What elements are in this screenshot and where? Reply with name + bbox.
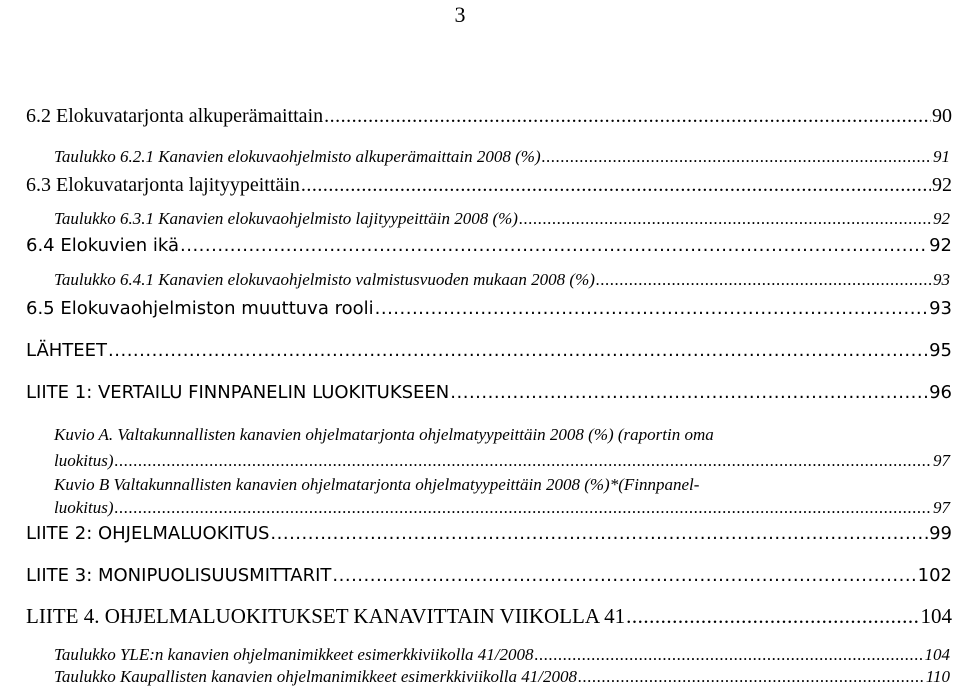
toc-entry-table-6-2-1[interactable] bbox=[54, 148, 950, 165]
toc-entry-kuvio-b-line1[interactable]: Kuvio B Valtakunnallisten kanavien ohjelmatarjonta ohjelmatyypeittäin 2008 (%)*(Finnpanel- bbox=[54, 475, 700, 494]
leader-dots bbox=[115, 499, 933, 516]
toc-entry-title: luokitus) bbox=[54, 451, 114, 470]
toc-entry-liite-4[interactable] bbox=[26, 606, 952, 627]
toc-entry-page: 97 bbox=[933, 498, 950, 517]
toc-entry-page: 96 bbox=[929, 382, 952, 403]
toc-entry-page: 93 bbox=[929, 298, 952, 319]
toc-entry-taulukko-yle[interactable] bbox=[54, 646, 950, 663]
toc-entry-6-4[interactable] bbox=[26, 237, 952, 255]
toc-entry-page: 90 bbox=[932, 105, 952, 127]
toc-entry-6-3[interactable] bbox=[26, 175, 952, 195]
toc-entry-page: 92 bbox=[933, 209, 950, 228]
leader-dots bbox=[450, 384, 928, 402]
toc-entry-page: 92 bbox=[929, 235, 952, 256]
leader-dots bbox=[535, 646, 924, 663]
toc-entry-title: Taulukko 6.3.1 Kanavien elokuvaohjelmisto lajityypeittäin 2008 (%) bbox=[54, 209, 518, 228]
toc-entry-6-5[interactable] bbox=[26, 300, 952, 318]
leader-dots bbox=[115, 452, 933, 469]
leader-dots bbox=[108, 342, 928, 360]
leader-dots bbox=[270, 525, 928, 543]
toc-entry-page: 92 bbox=[932, 174, 952, 196]
leader-dots bbox=[332, 567, 916, 585]
toc-entry-page: 95 bbox=[929, 340, 952, 361]
toc-entry-page: 104 bbox=[924, 645, 950, 664]
toc-entry-title: 6.5 Elokuvaohjelmiston muuttuva rooli bbox=[26, 298, 374, 319]
toc-entry-title: 6.3 Elokuvatarjonta lajityypeittäin bbox=[26, 174, 300, 196]
page-number: 3 bbox=[454, 2, 466, 27]
toc-entry-title: Taulukko 6.4.1 Kanavien elokuvaohjelmisto valmistusvuoden mukaan 2008 (%) bbox=[54, 270, 595, 289]
toc-entry-kuvio-b[interactable] bbox=[54, 499, 950, 516]
leader-dots bbox=[542, 148, 932, 165]
toc-entry-kuvio-a-line1[interactable]: Kuvio A. Valtakunnallisten kanavien ohjelmatarjonta ohjelmatyypeittäin 2008 (%) (raportin oma bbox=[54, 425, 714, 444]
toc-entry-liite-2[interactable] bbox=[26, 525, 952, 543]
leader-dots bbox=[626, 606, 919, 627]
toc-entry-table-6-4-1[interactable] bbox=[54, 271, 950, 288]
toc-entry-page: 97 bbox=[933, 451, 950, 470]
leader-dots bbox=[180, 237, 928, 255]
leader-dots bbox=[519, 210, 932, 227]
toc-entry-6-2[interactable] bbox=[26, 106, 952, 126]
leader-dots bbox=[324, 106, 931, 126]
toc-entry-title: LIITE 1: VERTAILU FINNPANELIN LUOKITUKSEEN bbox=[26, 382, 450, 403]
toc-entry-title: luokitus) bbox=[54, 498, 114, 517]
toc-entry-lahteet[interactable] bbox=[26, 342, 952, 360]
toc-entry-title: Taulukko Kaupallisten kanavien ohjelmanimikkeet esimerkkiviikolla 41/2008 bbox=[54, 667, 577, 686]
toc-entry-page: 99 bbox=[929, 523, 952, 544]
toc-entry-title: LIITE 2: OHJELMALUOKITUS bbox=[26, 523, 270, 544]
toc-entry-page: 110 bbox=[925, 667, 950, 686]
toc-entry-page: 91 bbox=[933, 147, 950, 166]
toc-entry-title: LÄHTEET bbox=[26, 340, 108, 361]
leader-dots bbox=[375, 300, 928, 318]
toc-entry-liite-1[interactable] bbox=[26, 384, 952, 402]
toc-entry-title: Taulukko 6.2.1 Kanavien elokuvaohjelmisto alkuperämaittain 2008 (%) bbox=[54, 147, 541, 166]
toc-entry-table-6-3-1[interactable] bbox=[54, 210, 950, 227]
toc-entry-page: 104 bbox=[920, 604, 952, 628]
toc-entry-taulukko-kaupalliset[interactable] bbox=[54, 668, 950, 685]
leader-dots bbox=[301, 175, 931, 195]
leader-dots bbox=[596, 271, 932, 288]
toc-entry-title: LIITE 4. OHJELMALUOKITUKSET KANAVITTAIN VIIKOLLA 41 bbox=[26, 604, 626, 628]
toc-entry-page: 102 bbox=[917, 565, 952, 586]
toc-entry-title: 6.4 Elokuvien ikä bbox=[26, 235, 180, 256]
toc-entry-title: LIITE 3: MONIPUOLISUUSMITTARIT bbox=[26, 565, 332, 586]
toc-entry-liite-3[interactable] bbox=[26, 567, 952, 585]
toc-entry-page: 93 bbox=[933, 270, 950, 289]
toc-entry-kuvio-a[interactable] bbox=[54, 452, 950, 469]
leader-dots bbox=[578, 668, 925, 685]
toc-entry-title: 6.2 Elokuvatarjonta alkuperämaittain bbox=[26, 105, 324, 127]
toc-entry-title: Taulukko YLE:n kanavien ohjelmanimikkeet esimerkkiviikolla 41/2008 bbox=[54, 645, 534, 664]
